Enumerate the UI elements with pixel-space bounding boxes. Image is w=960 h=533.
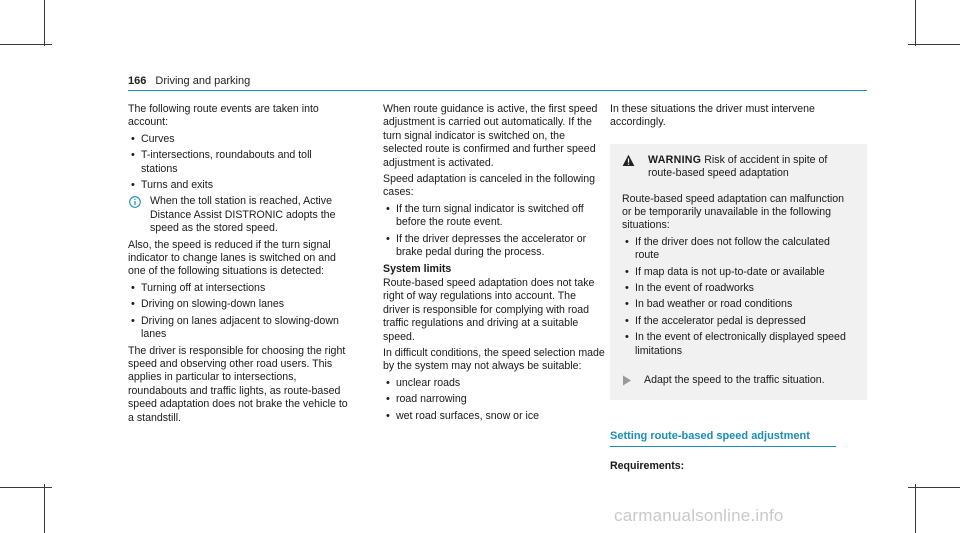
- list-item: • Driving on slowing-down lanes: [128, 298, 348, 311]
- note-text: When the toll station is reached, Active Distance Assist DISTRONIC adopts the speed as the stored speed.: [150, 195, 336, 235]
- warning-box: [610, 144, 867, 400]
- crop-mark: [908, 44, 960, 45]
- warning-headline: Risk of accident in spite of route-based speed adaptation: [648, 153, 828, 180]
- subheading-system-limits: System limits: [383, 263, 452, 276]
- list-item: • Driving on lanes adjacent to slowing-down lanes: [128, 315, 348, 342]
- list-item: • If the driver depresses the accelerator or brake pedal during the process.: [383, 233, 605, 260]
- list-item: • road narrowing: [383, 393, 605, 406]
- paragraph: Route-based speed adaptation does not take right of way regulations into account. The driver is responsible for complying with road traffic regulations and driving at a suitable speed.: [383, 276, 595, 343]
- action-arrow-icon: [622, 375, 632, 386]
- column-1: [128, 103, 348, 428]
- crop-mark: [915, 0, 916, 46]
- column-3: [610, 103, 867, 476]
- list-item: • Turning off at intersections: [128, 282, 348, 295]
- paragraph: Speed adaptation is canceled in the following cases:: [383, 173, 596, 199]
- list-item: • Curves: [128, 133, 348, 146]
- warning-body: Route-based speed adaptation can malfunction or be temporarily unavailable in the following situations:: [622, 192, 845, 232]
- section-name: Driving and parking: [155, 75, 251, 87]
- page-header: [128, 75, 250, 88]
- warning-header: [622, 154, 855, 181]
- watermark: carmanualsonline.info: [614, 506, 784, 525]
- list-item: • If the accelerator pedal is depressed: [622, 315, 855, 328]
- crop-mark: [915, 484, 916, 533]
- crop-mark: [44, 484, 45, 533]
- list-item: • If the turn signal indicator is switched off before the route event.: [383, 203, 605, 230]
- list-item: • T-intersections, roundabouts and toll stations: [128, 149, 348, 176]
- warning-list: [622, 236, 855, 358]
- warning-title: WARNING: [648, 153, 702, 166]
- warning-icon: [622, 154, 635, 167]
- crop-mark: [44, 0, 45, 46]
- intro-text: The following route events are taken into account:: [128, 103, 319, 129]
- list-item: • Turns and exits: [128, 179, 348, 192]
- note: [128, 195, 348, 235]
- paragraph: In these situations the driver must intervene accordingly.: [610, 103, 815, 129]
- warning-action: [622, 374, 855, 387]
- section-heading: Setting route-based speed adjustment: [610, 430, 836, 447]
- situations-list: [128, 282, 348, 342]
- paragraph: When route guidance is active, the first speed adjustment is carried out automatically. If the turn signal indicator is switched on, the selected route is confirmed and further speed adjustment is activated.: [383, 103, 598, 169]
- column-2: [383, 103, 605, 426]
- info-icon: [129, 196, 141, 208]
- crop-mark: [908, 487, 960, 488]
- list-item: • If the driver does not follow the calculated route: [622, 236, 855, 263]
- action-text: Adapt the speed to the traffic situation.: [644, 374, 825, 387]
- list-item: • wet road surfaces, snow or ice: [383, 410, 605, 423]
- crop-mark: [0, 44, 52, 45]
- events-list: [128, 133, 348, 193]
- list-item: • If map data is not up-to-date or available: [622, 266, 855, 279]
- cancel-list: [383, 203, 605, 260]
- header-divider: [128, 90, 867, 91]
- list-item: • unclear roads: [383, 377, 605, 390]
- conditions-list: [383, 377, 605, 423]
- page-number: 166: [128, 75, 147, 87]
- paragraph: The driver is responsible for choosing the right speed and observing other road users. This applies in particular to intersections, roundabouts and traffic lights, as route-based speed adaptation does not brake the vehicle to a standstill.: [128, 344, 348, 424]
- paragraph: In difficult conditions, the speed selection made by the system may not always be suitable:: [383, 346, 605, 373]
- list-item: • In the event of roadworks: [622, 282, 855, 295]
- list-item: • In the event of electronically displayed speed limitations: [622, 331, 855, 358]
- list-item: • In bad weather or road conditions: [622, 298, 855, 311]
- crop-mark: [0, 487, 52, 488]
- requirements-label: Requirements:: [610, 459, 685, 472]
- paragraph: Also, the speed is reduced if the turn signal indicator to change lanes is switched on and one of the following situations is detected:: [128, 238, 336, 278]
